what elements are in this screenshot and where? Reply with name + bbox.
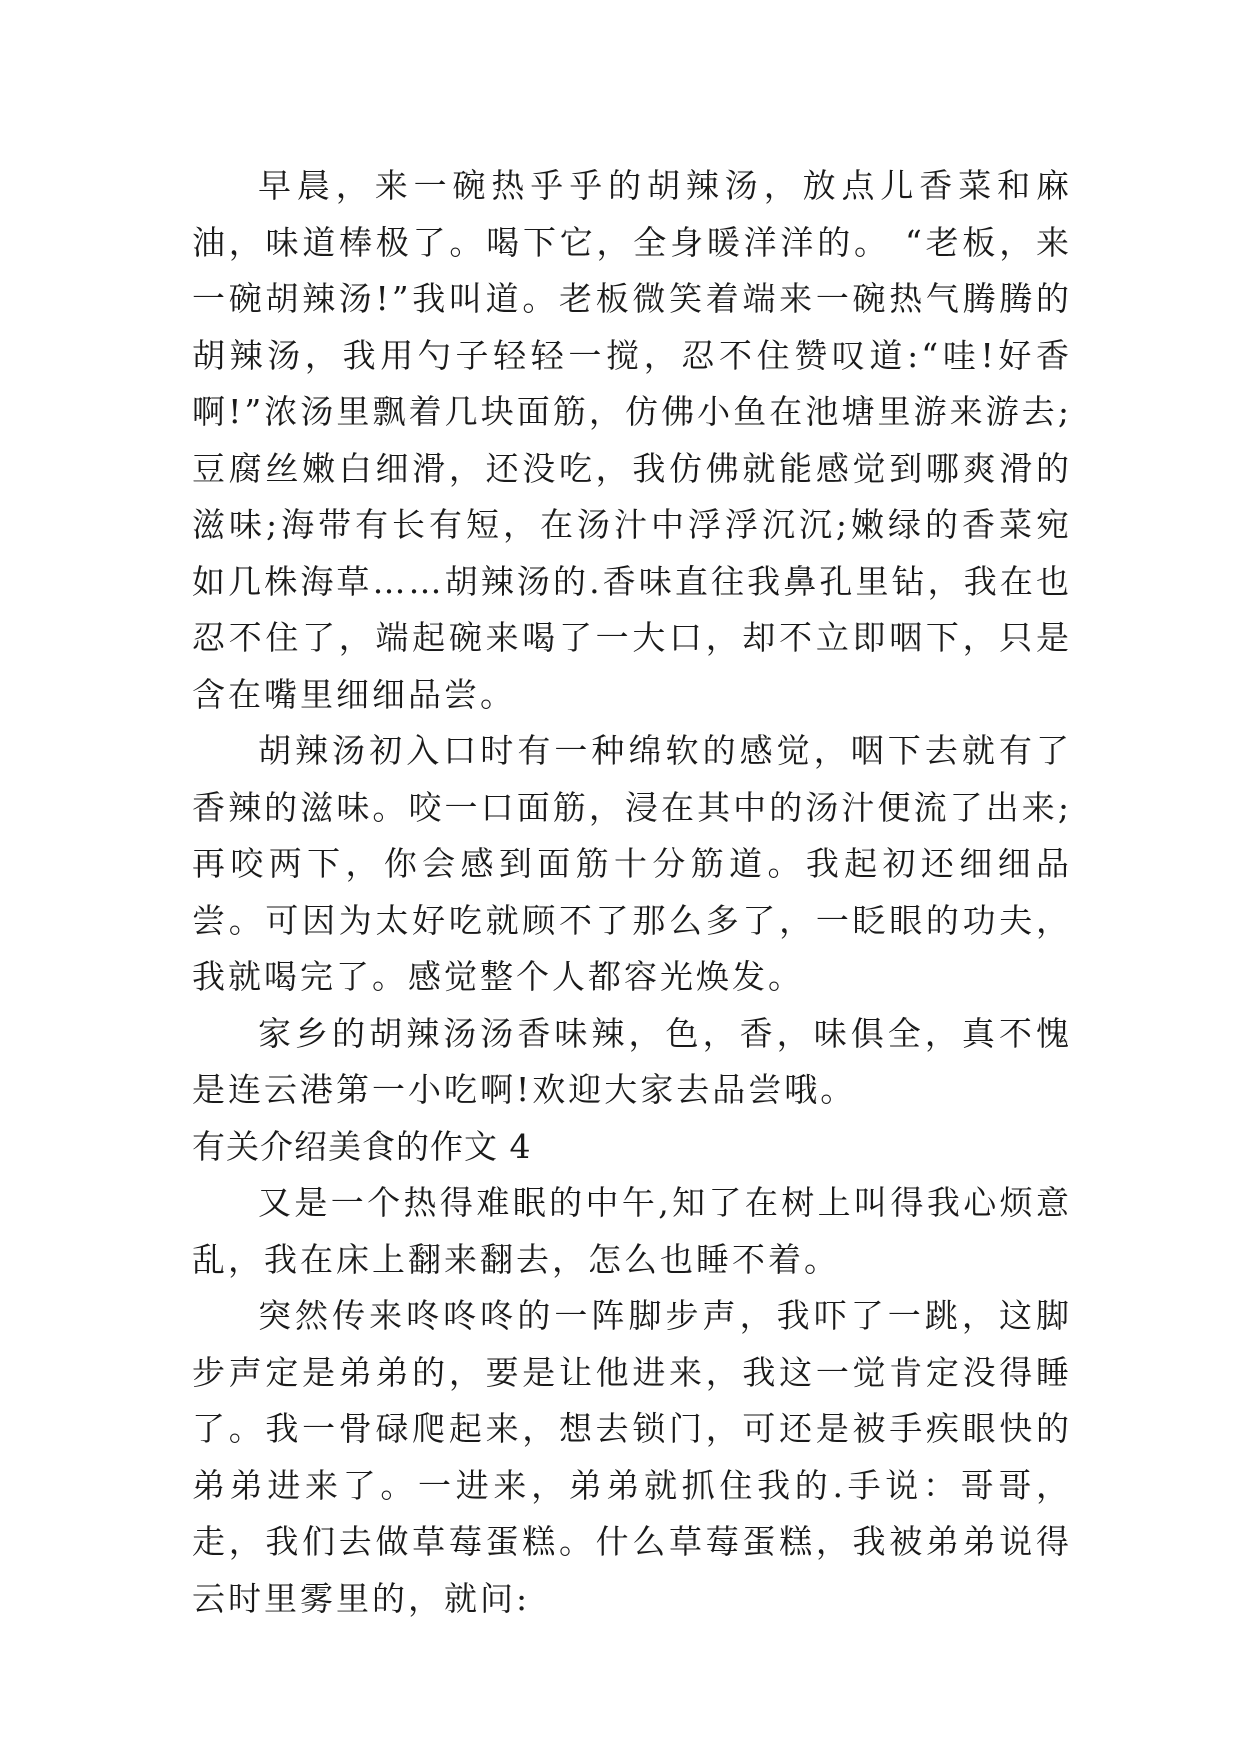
- document-body: [192, 158, 1072, 1627]
- paragraph-hulatang-taste: 胡辣汤初入口时有一种绵软的感觉，咽下去就有了香辣的滋味。咬一口面筋，浸在其中的汤汁便流了出来;再咬两下，你会感到面筋十分筋道。我起初还细细品尝。可因为太好吃就顾不了那么多了，一眨眼的功夫，我就喝完了。感觉整个人都容光焕发。: [192, 731, 1072, 996]
- section-title: 有关介绍美食的作文 4: [192, 1126, 532, 1166]
- paragraph-noon: 又是一个热得难眠的中午,知了在树上叫得我心烦意乱，我在床上翻来翻去，怎么也睡不着。: [192, 1183, 1072, 1279]
- paragraph-hulatang-conclusion: 家乡的胡辣汤汤香味辣，色，香，味俱全，真不愧是连云港第一小吃啊!欢迎大家去品尝哦。: [192, 1013, 1072, 1109]
- paragraph-hulatang-intro: 早晨，来一碗热乎乎的胡辣汤，放点儿香菜和麻油，味道棒极了。喝下它，全身暖洋洋的。 “老板，来一碗胡辣汤!”我叫道。老板微笑着端来一碗热气腾腾的胡辣汤，我用勺子轻轻一搅，忍不住赞叹道:“哇!好香啊!”浓汤里飘着几块面筋，仿佛小鱼在池塘里游来游去;豆腐丝嫩白细滑，还没吃，我仿佛就能感觉到哪爽滑的滋味;海带有长有短，在汤汁中浮浮沉沉;嫩绿的香菜宛如几株海草……胡辣汤的.香味直往我鼻孔里钻，我在也忍不住了，端起碗来喝了一大口，却不立即咽下，只是含在嘴里细细品尝。: [192, 166, 1072, 714]
- paragraph-brother: 突然传来咚咚咚的一阵脚步声，我吓了一跳，这脚步声定是弟弟的，要是让他进来，我这一觉肯定没得睡了。我一骨碌爬起来，想去锁门，可还是被手疾眼快的弟弟进来了。一进来，弟弟就抓住我的.手说：哥哥，走，我们去做草莓蛋糕。什么草莓蛋糕，我被弟弟说得云时里雾里的，就问:: [192, 1296, 1072, 1618]
